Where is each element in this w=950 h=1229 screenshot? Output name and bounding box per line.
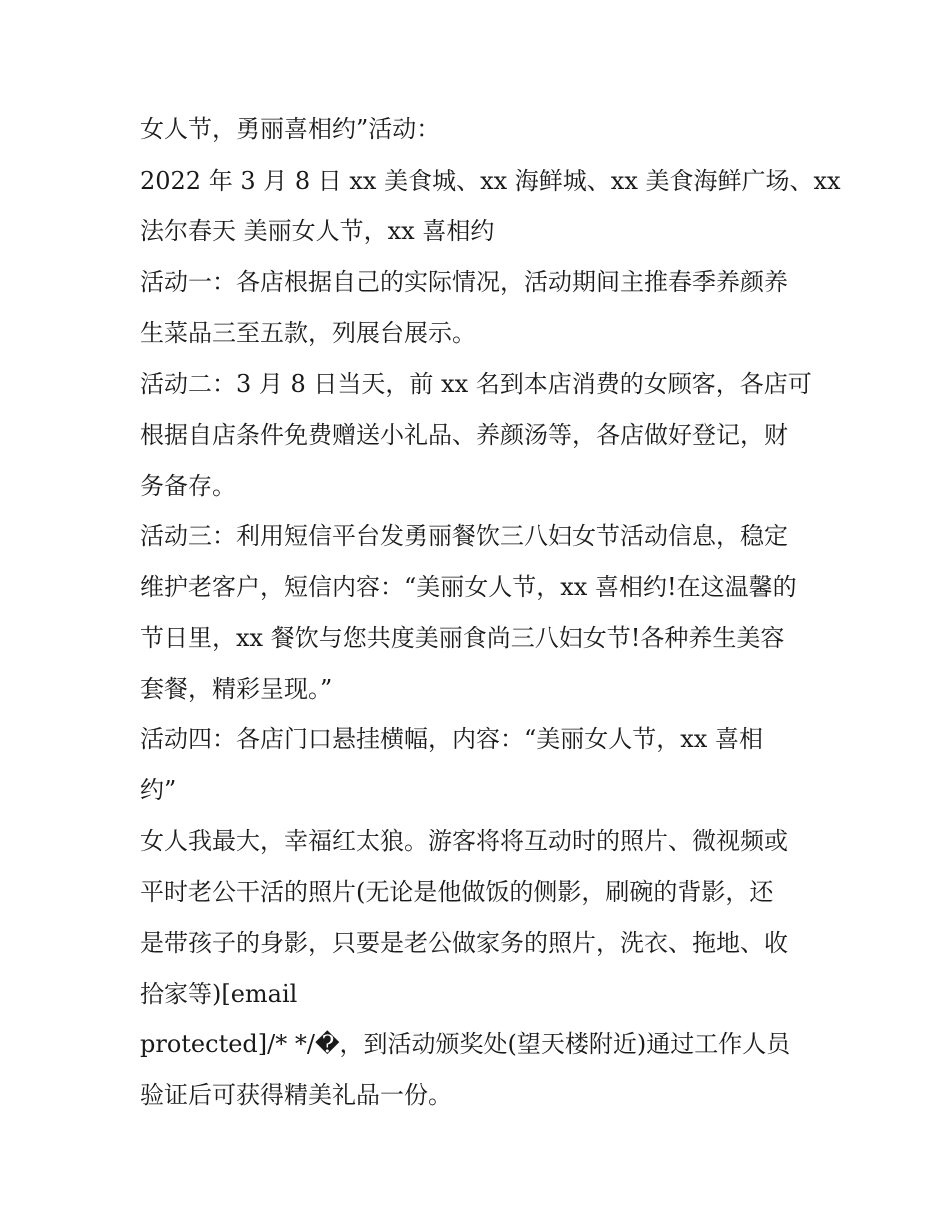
text-line-1: 女人节，勇丽喜相约”活动： (140, 115, 441, 143)
text-line-7: 根据自店条件免费赠送小礼品、养颜汤等，各店做好登记，财 (140, 421, 788, 449)
text-line-10: 维护老客户，短信内容：“美丽女人节，xx 喜相约!在这温馨的 (140, 573, 797, 601)
text-line-17: 是带孩子的身影，只要是老公做家务的照片，洗衣、拖地、收 (140, 929, 788, 957)
text-line-2: 2022 年 3 月 8 日 xx 美食城、xx 海鲜城、xx 美食海鲜广场、xx (140, 167, 841, 195)
text-line-9: 活动三：利用短信平台发勇丽餐饮三八妇女节活动信息，稳定 (140, 522, 788, 550)
text-line-14: 约” (140, 776, 177, 804)
text-line-5: 生菜品三至五款，列展台展示。 (140, 319, 476, 347)
text-line-3: 法尔春天 美丽女人节，xx 喜相约 (140, 217, 495, 245)
text-line-15: 女人我最大，幸福红太狼。游客将将互动时的照片、微视频或 (140, 827, 788, 855)
text-line-13: 活动四：各店门口悬挂横幅，内容：“美丽女人节，xx 喜相 (140, 725, 763, 753)
text-line-6: 活动二：3 月 8 日当天，前 xx 名到本店消费的女顾客，各店可 (140, 370, 812, 398)
text-line-16: 平时老公干活的照片(无论是他做饭的侧影，刷碗的背影，还 (140, 878, 774, 906)
text-line-18: 拾家等)[email (140, 980, 298, 1008)
text-line-19: protected]/* */�，到活动颁奖处(望天楼附近)通过工作人员 (140, 1030, 791, 1058)
text-line-8: 务备存。 (140, 472, 236, 500)
text-line-12: 套餐，精彩呈现。” (140, 675, 333, 703)
text-line-20: 验证后可获得精美礼品一份。 (140, 1081, 452, 1109)
text-line-4: 活动一：各店根据自己的实际情况，活动期间主推春季养颜养 (140, 268, 788, 296)
text-line-11: 节日里，xx 餐饮与您共度美丽食尚三八妇女节!各种养生美容 (140, 624, 785, 652)
